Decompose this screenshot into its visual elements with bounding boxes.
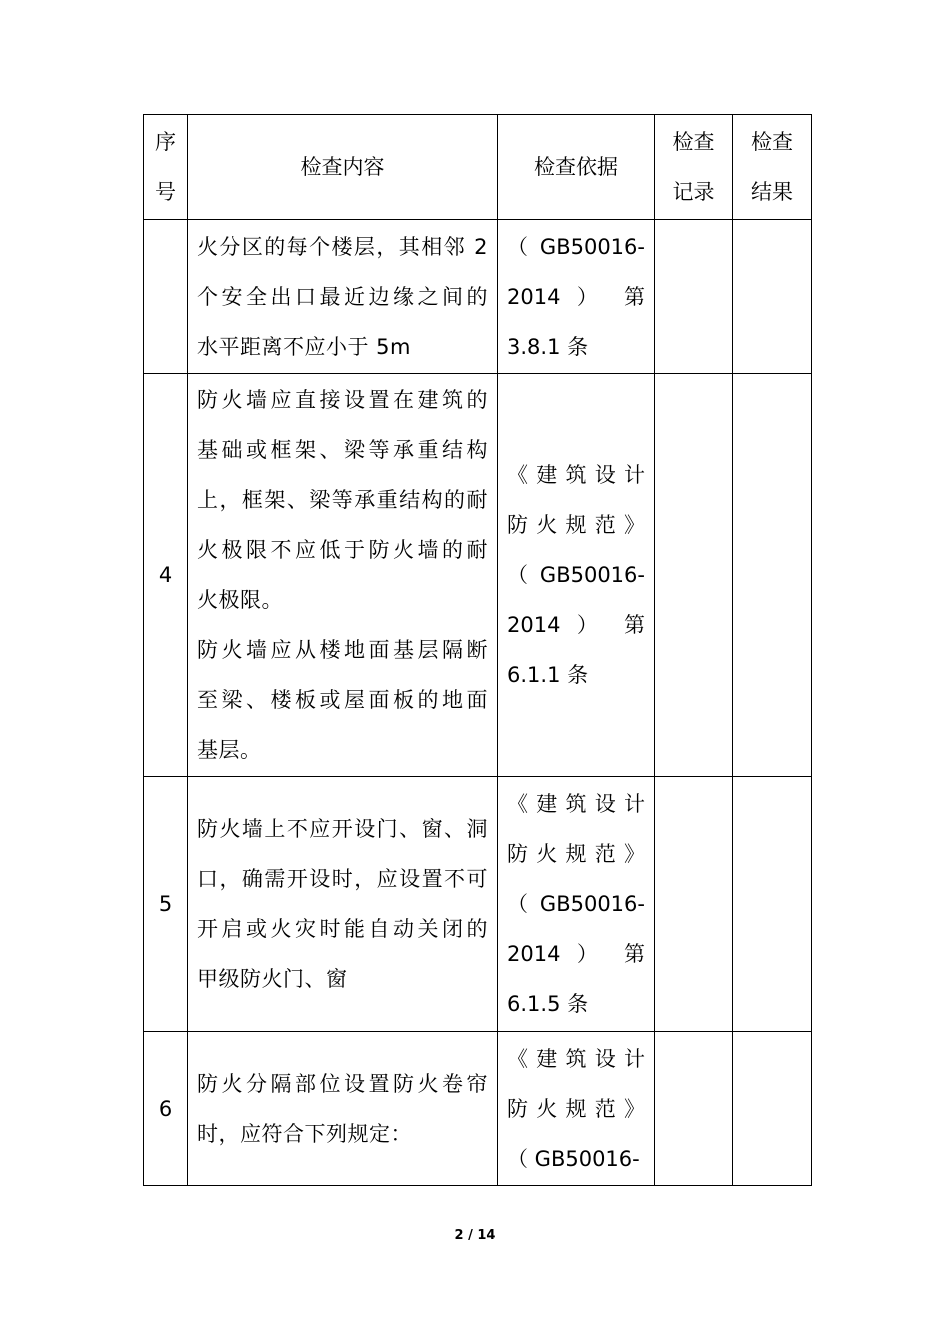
row-content: [188, 220, 498, 374]
row-result: [733, 777, 812, 1032]
row-basis: [498, 220, 655, 374]
basis-line: 《建筑设计: [507, 1046, 645, 1071]
row-basis: [498, 374, 655, 777]
basis-line: （ GB50016-: [507, 892, 645, 916]
content-line: 口，确需开设时，应设置不可: [197, 867, 488, 891]
row-seq: 5: [144, 777, 188, 1032]
basis-line: （ GB50016-: [507, 1146, 640, 1171]
row-seq: [144, 220, 188, 374]
header-result-line2: 结果: [751, 180, 793, 204]
row-content: [188, 374, 498, 777]
page-number: 2 / 14: [454, 1228, 496, 1243]
table-row: [144, 1032, 812, 1186]
row-content: [188, 777, 498, 1032]
row-record: [655, 374, 733, 777]
content-line: 上，框架、梁等承重结构的耐: [197, 488, 488, 512]
inspection-table: [143, 114, 812, 1186]
basis-line: 2014 ） 第: [507, 942, 645, 966]
row-record: [655, 777, 733, 1032]
content-line: 防火墙上不应开设门、窗、洞: [197, 817, 488, 841]
basis-line: 6.1.5 条: [507, 992, 589, 1016]
basis-line: 6.1.1 条: [507, 663, 589, 687]
row-result: [733, 374, 812, 777]
table-header-row: [144, 115, 812, 220]
header-record: [655, 115, 733, 220]
header-basis: 检查依据: [498, 115, 655, 220]
row-basis: [498, 1032, 655, 1186]
header-content: 检查内容: [188, 115, 498, 220]
content-line: 至梁、楼板或屋面板的地面: [197, 688, 488, 712]
content-line: 火极限。: [197, 588, 283, 612]
table-row: [144, 374, 812, 777]
header-record-line1: 检查: [672, 130, 715, 154]
content-line: 甲级防火门、窗: [197, 967, 348, 991]
basis-line: （ GB50016-: [507, 234, 645, 259]
basis-line: 《建筑设计: [507, 792, 645, 816]
content-line: 基础或框架、梁等承重结构: [197, 438, 488, 462]
table-row: [144, 777, 812, 1032]
basis-line: 防火规范》: [507, 842, 645, 866]
content-line: 基层。: [197, 738, 262, 762]
row-result: [733, 1032, 812, 1186]
content-line: 开启或火灾时能自动关闭的: [197, 917, 488, 941]
content-line: 防火墙应从楼地面基层隔断: [197, 638, 488, 662]
content-line: 水平距离不应小于 5m: [197, 334, 411, 359]
content-line: 防火墙应直接设置在建筑的: [197, 388, 488, 412]
row-record: [655, 1032, 733, 1186]
row-content: [188, 1032, 498, 1186]
basis-line: （ GB50016-: [507, 563, 645, 587]
basis-line: 3.8.1 条: [507, 334, 589, 359]
basis-line: 《建筑设计: [507, 463, 645, 487]
row-seq: 4: [144, 374, 188, 777]
header-seq: [144, 115, 188, 220]
row-record: [655, 220, 733, 374]
basis-line: 防火规范》: [507, 513, 645, 537]
header-record-line2: 记录: [672, 180, 715, 204]
basis-line: 防火规范》: [507, 1096, 645, 1121]
content-line: 防火分隔部位设置防火卷帘: [197, 1071, 488, 1096]
content-line: 时，应符合下列规定：: [197, 1121, 412, 1146]
header-seq-line1: 序: [155, 130, 176, 154]
header-seq-line2: 号: [155, 180, 176, 204]
row-basis: [498, 777, 655, 1032]
header-result: [733, 115, 812, 220]
row-result: [733, 220, 812, 374]
content-line: 火分区的每个楼层，其相邻 2: [197, 234, 488, 259]
content-line: 个安全出口最近边缘之间的: [197, 284, 488, 309]
basis-line: 2014 ） 第: [507, 613, 645, 637]
basis-line: 2014 ） 第: [507, 284, 645, 309]
content-line: 火极限不应低于防火墙的耐: [197, 538, 488, 562]
header-result-line1: 检查: [751, 130, 793, 154]
row-seq: 6: [144, 1032, 188, 1186]
table-row: [144, 220, 812, 374]
